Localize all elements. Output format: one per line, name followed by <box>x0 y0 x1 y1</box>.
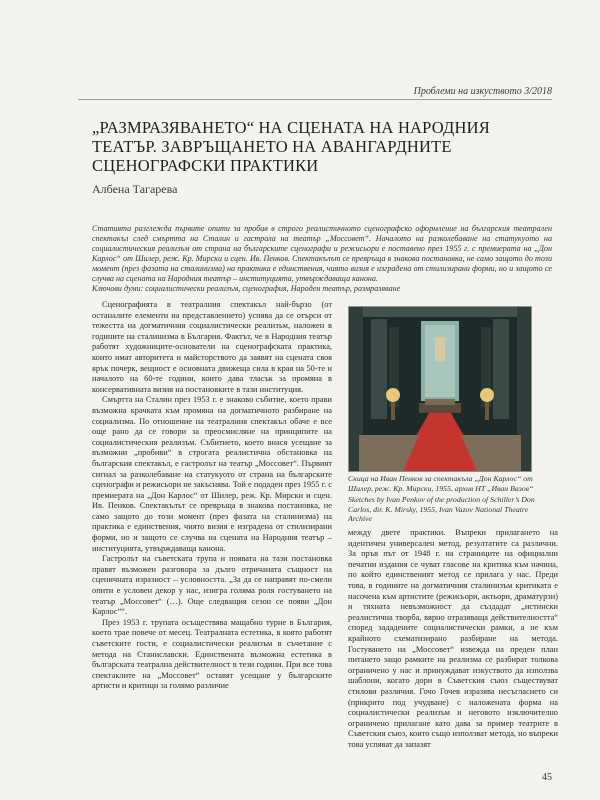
running-header: Проблеми на изкуството 3/2018 <box>413 86 552 97</box>
page-number: 45 <box>542 772 552 783</box>
paragraph: между двете практики. Въпреки прилагането на идентичен универсален метод, резултатите са различни. За пръв път от 1948 г. на страниците на официални печатни издания се чуват гласове на критика към начина, по който единственият метод се прилага у нас. Преди това, в годините на догматичния сталинизъм критиката е насочена към артистите (режисьори, актьори, драматурзи) и тяхната невъзможност да създадат „истински реалистична творба, вярно отразяваща действителността“ според зададените социалистически рамки, а не към крайното схематизирано разбиране на метода. Гостуването на „Моссовет“ извежда на преден план питането защо рамките на реализма се разбират толкова ограничено у нас и принуждават изкуството да използва шаблони, когато дори в Съветския съюз съществуват стилови различия. Гочо Гочев изразява несъгласието си (прикрито под учудване) с наложената форма на социалистически реализъм и неговото изключително ограничено прилагане като дава за пример театрите в Съветския съюз, които също използват метода, но въпреки това успяват да запазят <box>348 528 558 749</box>
author-name: Албена Тагарева <box>92 182 178 196</box>
stage-sketch-image <box>349 307 531 471</box>
keywords: Ключови думи: социалистически реализъм, сценография, Народен театър, размразяване <box>92 284 401 293</box>
paragraph: Сценографията в театралния спектакъл най-бързо (от останалите елементи на представлението) успява да се отърси от тежестта на догматичния социалистически реализъм, наложен в годините на сталинизма в България. Фактът, че в Народния театър работят художниците-основатели на сценографската практика, които имат авторитета и майсторството да заявят на сцената своя ярък почерк, вещност е основната движеща сила в края на 50-те и началото на 60-те години, които дава тласък за промяна в консервативната визия на постановките в тази институция. <box>92 300 332 394</box>
stage-sketch-figure <box>348 306 532 472</box>
caption-bg: Скица на Иван Пенков за спектакъла „Дон Карлос“ от Шилер, реж. Кр. Мирски, 1955, архив НТ „Иван Вазов“ <box>348 474 534 493</box>
paragraph: Гастролът на съветската трупа и появата на тази постановка правят възможен разговора за дълго отричаната същност на сценичната изразност – условността. „За да се направят по-смели опити е условен декор у нас, изигра голяма роля гостуването на театър „Моссовет“ (…). Още следващия сезон се появи „Дон Карлос““. <box>92 554 332 617</box>
paragraph: През 1953 г. трупата осъществява мащабно турне в България, което трае повече от месец. Театралната естетика, в която работят съветските гости, е социалистически реализъм в съчетание с метода на Станиславски. Единствената възможна естетика в българската театрална действителност в тези години. При все това спектаклите на „Моссовет“ оставят усещане у българските артисти и критици за голямо различие <box>92 617 332 691</box>
caption-en: Sketches by Ivan Penkov of the production of Schiller’s Don Carlos, dir. K. Mirsky, 1955, Ivan Vazov National Theatre Archive <box>348 495 535 524</box>
figure-caption <box>348 474 540 524</box>
left-column <box>92 300 332 770</box>
header-rule <box>78 99 552 100</box>
right-column <box>348 528 558 776</box>
article-title: „РАЗМРАЗЯВАНЕТО“ НА СЦЕНАТА НА НАРОДНИЯ ТЕАТЪР. ЗАВРЪЩАНЕТО НА АВАНГАРДНИТЕ СЦЕНОГРАФСКИ ПРАКТИКИ <box>92 118 490 175</box>
paragraph: Смъртта на Сталин през 1953 г. е знаково събитие, което прави възможна крачката към промяна на догматичното разбиране на социализма. По отношение на театралния спектакъл обаче е все още рано да се говори за преосмисляне на принципите на социалистическия реализъм. Събитието, което внася усещане за възможни „пробиви“ в строгата реалистична обстановка на българския спектакъл, е гастролът на театър „Моссовет“. Първият сигнал за разколебаване на статукуото от страна на българските сценографи и режисьори не закъснява. Той е подаден през 1955 г. с премиерата на „Дон Карлос“ от Шилер, реж. Кр. Мирски и сцен. Ив. Пенков. Спектакълът се превръща в знакова постановка, не само защото до този момент (през фазата на сталинизма) на практика е единствения, чиято визия е изградена от стилизирани форми, но и защото се случва на сцената на Народния театър – институцията, утвърждаваща канона. <box>92 395 332 553</box>
abstract: Статията разглежда първите опити за пробив в строго реалистичното сценографско оформление на българския театрален спектакъл след смъртта на Сталин и гастрола на театър „Моссовет“. Началото на разколебаване на статукуото на социалистическия реализъм от страна на българските сценографи и режисьори е поставено през 1955 г. с премиерата на „Дон Карлос“ от Шилер, реж. Кр. Мирски и сцен. Ив. Пенков. Спектакълът се превръща в знакова постановка, не само защото до този момент (през фазата на сталинизма) на практика е единствения, чиято визия е изградена от стилизирани форми, но и защото се случва на сцената на Народния театър – институцията, утвърждаваща канона. <box>92 224 552 283</box>
